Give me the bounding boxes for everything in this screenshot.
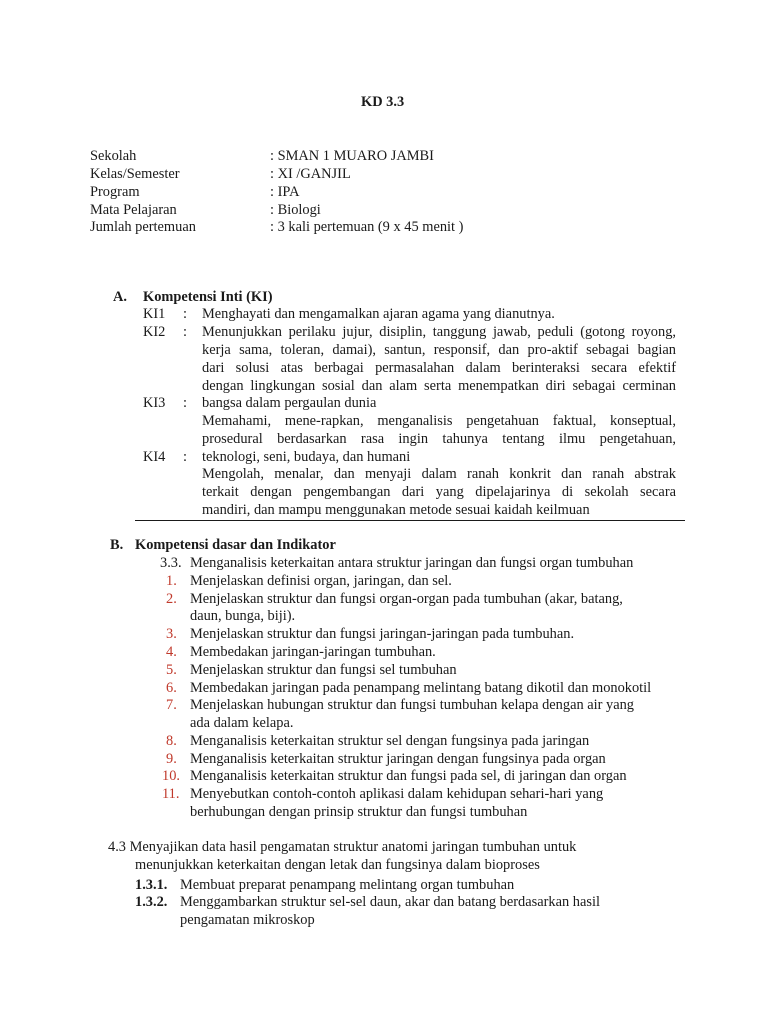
indicator-text: Menjelaskan struktur dan fungsi sel tumbuhan [190,662,457,678]
identity-value-subject: : Biologi [270,202,321,218]
identity-value-program: : IPA [270,184,300,200]
kd-4-3-item-text: Membuat preparat penampang melintang organ tumbuhan [180,877,515,893]
kd-4-3-item-text: Menggambarkan struktur sel-sel daun, akar dan batang berdasarkan hasil [180,894,600,910]
ki3-line-1: Memahami, mene-rapkan, menganalisis pengetahuan faktual, konseptual, [202,413,676,429]
indicator-number: 4. [166,644,177,660]
ki1-code: KI1 [143,306,166,322]
indicator-text: Menjelaskan struktur dan fungsi organ-organ pada tumbuhan (akar, batang, [190,591,623,607]
ki2-line-3: dari solusi atas berbagai permasalahan dalam berinteraksi secara efektif [202,360,676,376]
ki2-line-5: bangsa dalam pergaulan dunia [202,395,377,411]
indicator-text: Menjelaskan hubungan struktur dan fungsi tumbuhan kelapa dengan air yang [190,697,634,713]
section-a-heading: Kompetensi Inti (KI) [143,289,273,305]
kd-4-3-item-number: 1.3.1. [135,877,168,893]
indicator-text: Menganalisis keterkaitan struktur sel dengan fungsinya pada jaringan [190,733,590,749]
indicator-text: Membedakan jaringan-jaringan tumbuhan. [190,644,436,660]
kd-4-3-line-1: 4.3 Menyajikan data hasil pengamatan struktur anatomi jaringan tumbuhan untuk [108,839,577,855]
identity-label-class: Kelas/Semester [90,166,180,182]
indicator-text: ada dalam kelapa. [190,715,294,731]
indicator-text: daun, bunga, biji). [190,608,296,624]
section-b-heading: Kompetensi dasar dan Indikator [135,537,336,553]
indicator-text: Menganalisis keterkaitan struktur dan fungsi pada sel, di jaringan dan organ [190,768,627,784]
kd-4-3-line-2: menunjukkan keterkaitan dengan letak dan fungsinya dalam bioproses [135,857,540,873]
ki3-colon: : [183,395,187,411]
page-title: KD 3.3 [361,94,405,110]
ki4-colon: : [183,449,187,465]
identity-label-subject: Mata Pelajaran [90,202,177,218]
ki2-line-2: kerja sama, toleran, damai), santun, responsif, dan pro-aktif sebagai bagian [202,342,676,358]
ki3-line-3: teknologi, seni, budaya, dan humani [202,449,411,465]
kd-code: 3.3. [160,555,182,571]
ki4-line-1: Mengolah, menalar, dan menyaji dalam ranah konkrit dan ranah abstrak [202,466,676,482]
ki2-line-1: Menunjukkan perilaku jujur, disiplin, tanggung jawab, peduli (gotong royong, [202,324,676,340]
identity-value-class: : XI /GANJIL [270,166,351,182]
ki4-line-2: terkait dengan pengembangan dari yang dipelajarinya di sekolah secara [202,484,676,500]
ki1-text: Menghayati dan mengamalkan ajaran agama yang dianutnya. [202,306,555,322]
indicator-number: 6. [166,680,177,696]
ki2-line-4: dengan lingkungan sosial dan alam serta menempatkan diri sebagai cerminan [202,378,676,394]
section-b-marker: B. [110,537,124,553]
indicator-text: Menyebutkan contoh-contoh aplikasi dalam kehidupan sehari-hari yang [190,786,604,802]
identity-label-program: Program [90,184,140,200]
indicator-number: 11. [162,786,180,802]
ki1-colon: : [183,306,187,322]
ki2-code: KI2 [143,324,166,340]
ki3-code: KI3 [143,395,166,411]
indicator-number: 7. [166,697,177,713]
indicator-text: berhubungan dengan prinsip struktur dan fungsi tumbuhan [190,804,528,820]
section-a-marker: A. [113,289,127,305]
indicator-number: 9. [166,751,177,767]
identity-label-school: Sekolah [90,148,137,164]
kd-4-3-item-text: pengamatan mikroskop [180,912,315,928]
ki4-line-3: mandiri, dan mampu menggunakan metode sesuai kaidah keilmuan [202,502,590,518]
indicator-number: 5. [166,662,177,678]
indicator-text: Menjelaskan struktur dan fungsi jaringan-jaringan pada tumbuhan. [190,626,575,642]
ki3-line-2: prosedural berdasarkan rasa ingin tahunya tentang ilmu pengetahuan, [202,431,676,447]
kd-4-3-item-number: 1.3.2. [135,894,168,910]
indicator-text: Menganalisis keterkaitan struktur jaringan dengan fungsinya pada organ [190,751,606,767]
indicator-number: 2. [166,591,177,607]
section-a-divider [135,520,685,521]
kd-text: Menganalisis keterkaitan antara struktur jaringan dan fungsi organ tumbuhan [190,555,634,571]
identity-value-school: : SMAN 1 MUARO JAMBI [270,148,434,164]
indicator-number: 3. [166,626,177,642]
indicator-text: Menjelaskan definisi organ, jaringan, dan sel. [190,573,452,589]
indicator-number: 10. [162,768,180,784]
indicator-number: 1. [166,573,177,589]
identity-value-meetings: : 3 kali pertemuan (9 x 45 menit ) [270,219,464,235]
indicator-text: Membedakan jaringan pada penampang melintang batang dikotil dan monokotil [190,680,652,696]
ki4-code: KI4 [143,449,166,465]
identity-label-meetings: Jumlah pertemuan [90,219,196,235]
indicator-number: 8. [166,733,177,749]
ki2-colon: : [183,324,187,340]
